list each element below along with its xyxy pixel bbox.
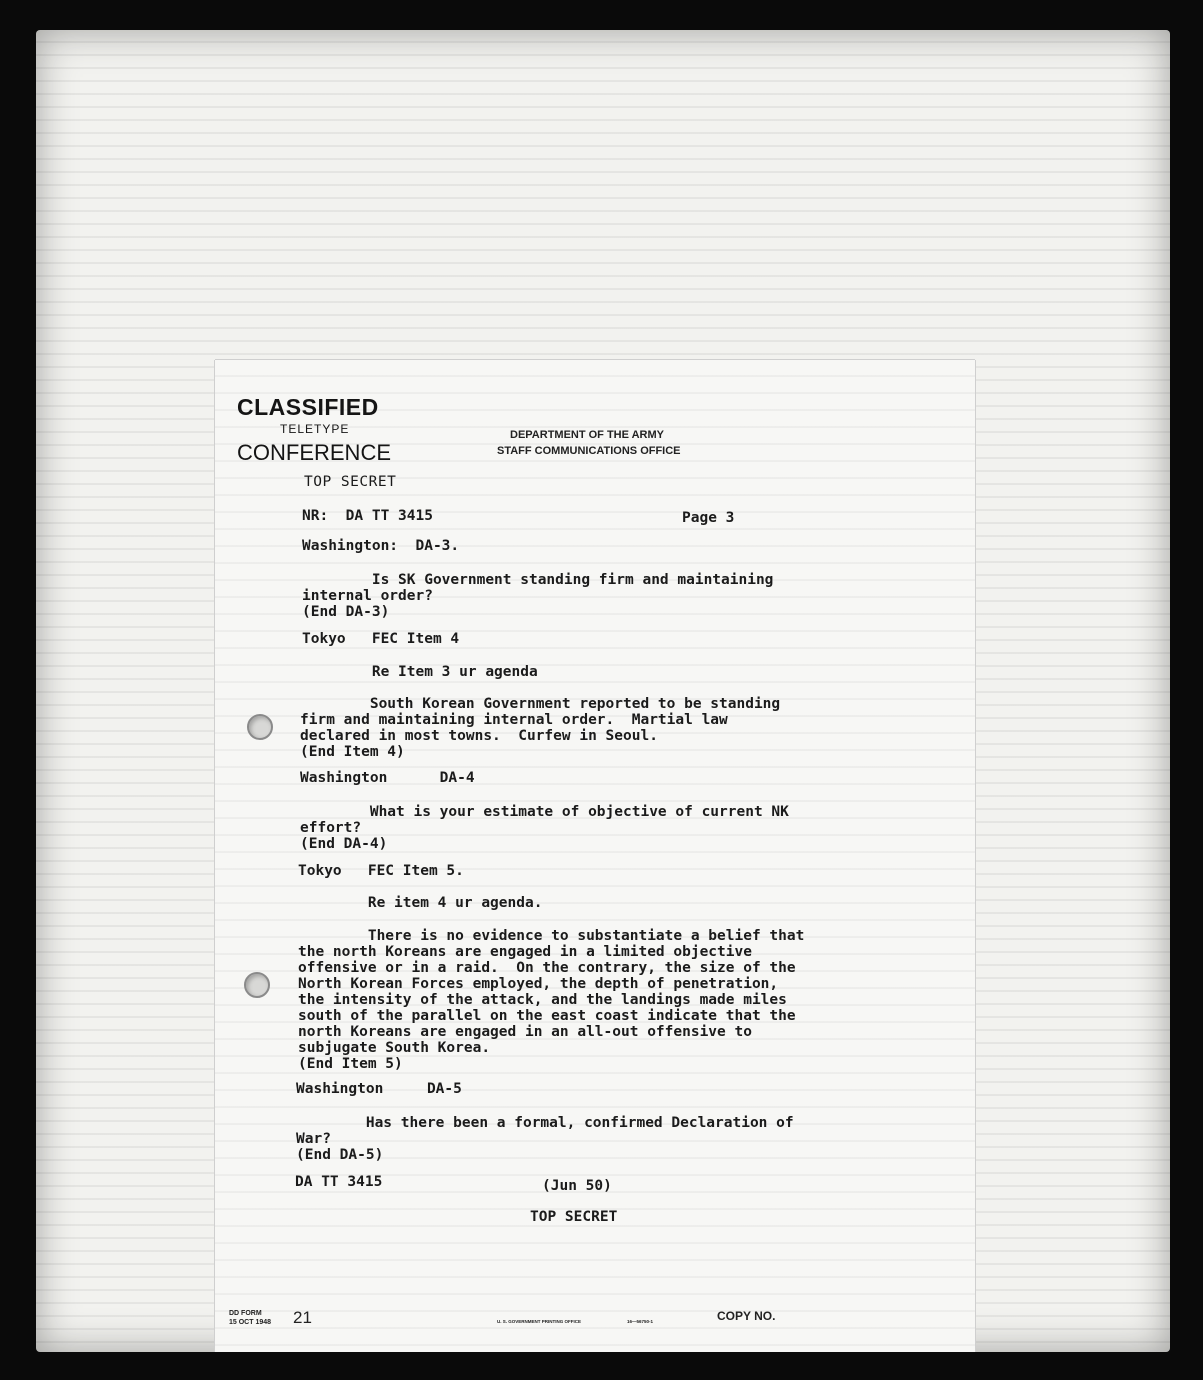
washington-da4-header: Washington DA-4 xyxy=(300,770,475,786)
binder-hole-bottom xyxy=(244,972,270,998)
washington-da3-body: Is SK Government standing firm and maintaining internal order? (End DA-3) xyxy=(302,572,774,620)
classification-top: TOP SECRET xyxy=(304,474,397,490)
footer-date: (Jun 50) xyxy=(542,1178,612,1194)
form-date: 15 OCT 1948 xyxy=(229,1319,272,1326)
tokyo-item5-ref: Re item 4 ur agenda. xyxy=(298,895,543,911)
washington-da5-body: Has there been a formal, confirmed Declaration of War? (End DA-5) xyxy=(296,1115,794,1163)
tokyo-item4-ref: Re Item 3 ur agenda xyxy=(302,664,538,680)
tokyo-item4-body: South Korean Government reported to be standing firm and maintaining internal order. Martial law declared in most towns. Curfew in Seoul. (End Item 4) xyxy=(300,696,781,760)
printing-office: U. S. GOVERNMENT PRINTING OFFICE xyxy=(497,1319,582,1324)
copy-number-label: COPY NO. xyxy=(717,1309,776,1323)
washington-da5-header: Washington DA-5 xyxy=(296,1081,462,1097)
classified-stamp: CLASSIFIED xyxy=(237,394,379,420)
form-label: DD FORM xyxy=(229,1310,262,1317)
message-number: NR: DA TT 3415 xyxy=(302,508,433,524)
conference-stamp: CONFERENCE xyxy=(237,440,392,465)
classification-bottom: TOP SECRET xyxy=(530,1209,618,1225)
washington-da4-body: What is your estimate of objective of current NK effort? (End DA-4) xyxy=(300,804,789,852)
department-header: DEPARTMENT OF THE ARMY xyxy=(510,429,664,441)
form-number: 21 xyxy=(293,1308,312,1327)
binder-hole-top xyxy=(247,714,273,740)
page-number: Page 3 xyxy=(682,510,735,526)
tokyo-item5-header: Tokyo FEC Item 5. xyxy=(298,863,464,879)
footer-reference: DA TT 3415 xyxy=(295,1174,383,1190)
office-header: STAFF COMMUNICATIONS OFFICE xyxy=(497,445,681,457)
tokyo-item4-header: Tokyo FEC Item 4 xyxy=(302,631,460,647)
tokyo-item5-body: There is no evidence to substantiate a belief that the north Koreans are engaged in a limited objective offensive or in a raid. On the contrary, the size of the North Korean Forces employed, the depth of penetration, the intensity of the attack, and the landings made miles south of the parallel on the east coast indicate that the north Koreans are engaged in an all-out offensive to subjugate South Korea. (End Item 5) xyxy=(298,928,805,1072)
washington-da3-header: Washington: DA-3. xyxy=(302,538,460,554)
teletype-stamp: TELETYPE xyxy=(280,422,350,436)
printing-code: 16—56750-1 xyxy=(627,1319,654,1324)
